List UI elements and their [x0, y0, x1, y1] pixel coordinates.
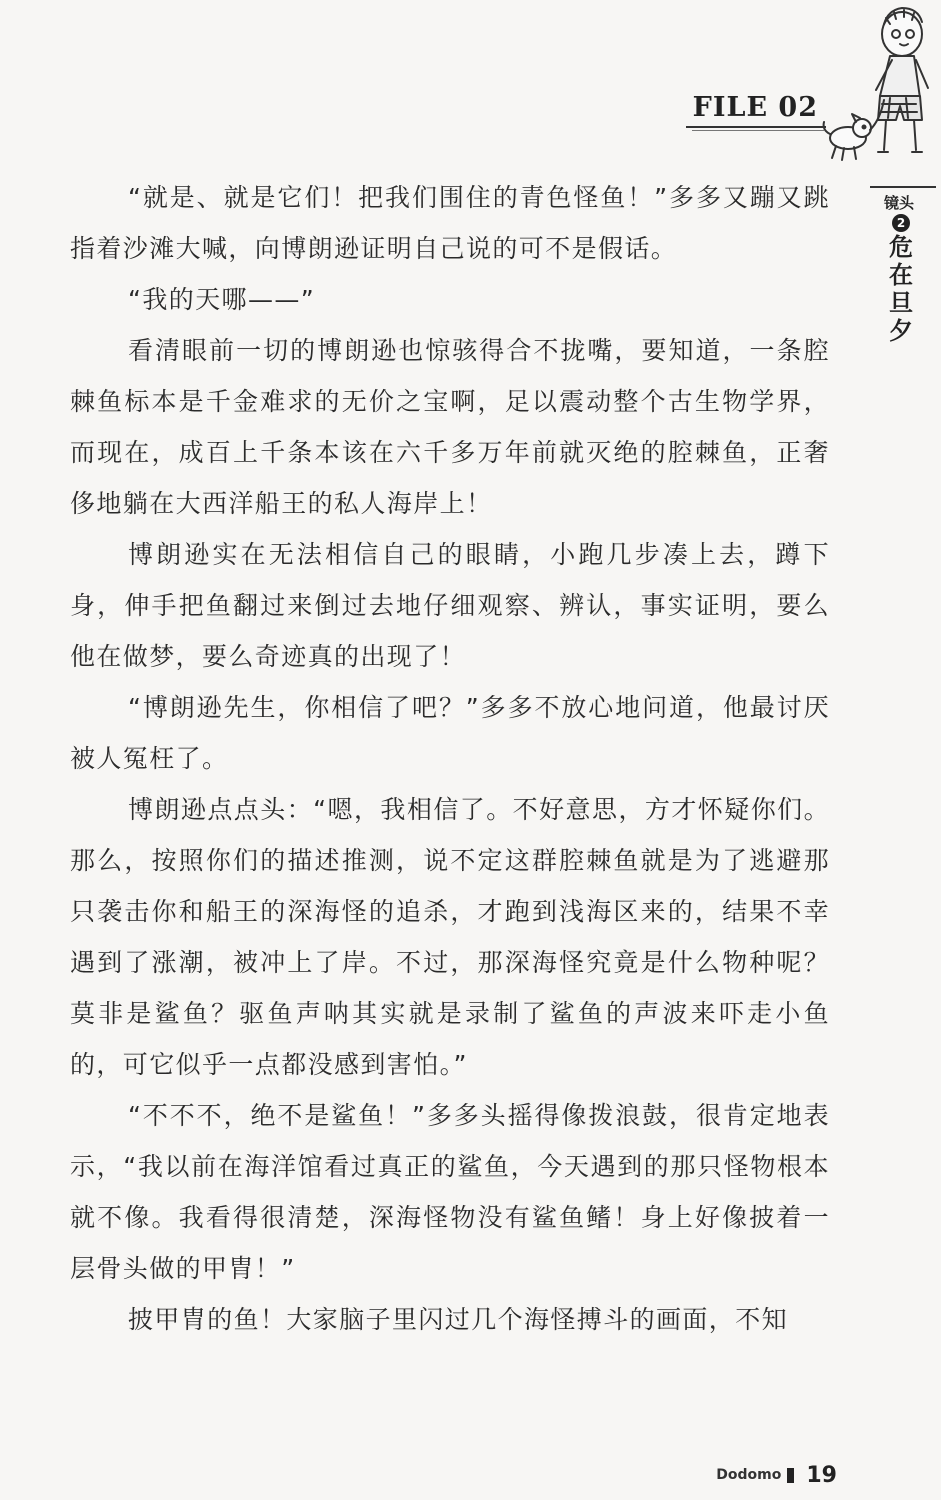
side-tab-rule [870, 186, 936, 188]
paragraph: 博朗逊实在无法相信自己的眼睛，小跑几步凑上去，蹲下身，伸手把鱼翻过来倒过去地仔细观察、辨认，事实证明，要么他在做梦，要么奇迹真的出现了！ [70, 540, 830, 671]
chapter-number-badge: 2 [892, 214, 910, 232]
paragraph: 博朗逊点点头：“嗯，我相信了。不好意思，方才怀疑你们。那么，按照你们的描述推测，说不定这群腔棘鱼就是为了逃避那只袭击你和船王的深海怪的追杀，才跑到浅海区来的，结果不幸遇到了涨潮，被冲上了岸。不过，那深海怪究竟是什么物种呢？莫非是鲨鱼？驱鱼声呐其实就是录制了鲨鱼的声波来吓走小鱼的，可它似乎一点都没感到害怕。” [70, 795, 830, 1079]
paragraph: “博朗逊先生，你相信了吧？”多多不放心地问道，他最讨厌被人冤枉了。 [70, 693, 830, 773]
brand-name: Dodomo [716, 1467, 782, 1483]
page-number: 19 [806, 1462, 837, 1488]
boy-and-dog-illustration [820, 4, 938, 172]
header-rule-thin [692, 130, 824, 131]
file-label: FILE 02 [692, 92, 818, 123]
paragraph: 看清眼前一切的博朗逊也惊骇得合不拢嘴，要知道，一条腔棘鱼标本是千金难求的无价之宝啊，足以震动整个古生物学界，而现在，成百上千条本该在六千多万年前就灭绝的腔棘鱼，正奢侈地躺在大西洋船王的私人海岸上！ [70, 336, 830, 518]
paragraph: “我的天哪——” [128, 285, 316, 314]
paragraph: “不不不，绝不是鲨鱼！”多多头摇得像拨浪鼓，很肯定地表示，“我以前在海洋馆看过真正的鲨鱼，今天遇到的那只怪物根本就不像。我看得很清楚，深海怪物没有鲨鱼鳍！身上好像披着一层骨头做的甲胄！” [70, 1101, 830, 1283]
page-footer [716, 1460, 837, 1490]
paragraph: 披甲胄的鱼！大家脑子里闪过几个海怪搏斗的画面，不知 [128, 1305, 789, 1334]
running-header [686, 92, 826, 132]
chapter-title: 危在旦夕 [889, 232, 913, 345]
paragraph: “就是、就是它们！把我们围住的青色怪鱼！”多多又蹦又跳指着沙滩大喊，向博朗逊证明自己说的可不是假话。 [70, 183, 830, 263]
lens-label: 镜头 [884, 194, 915, 212]
brand-mark-icon [787, 1468, 794, 1483]
body-text [70, 172, 830, 1345]
header-rule [686, 126, 826, 128]
